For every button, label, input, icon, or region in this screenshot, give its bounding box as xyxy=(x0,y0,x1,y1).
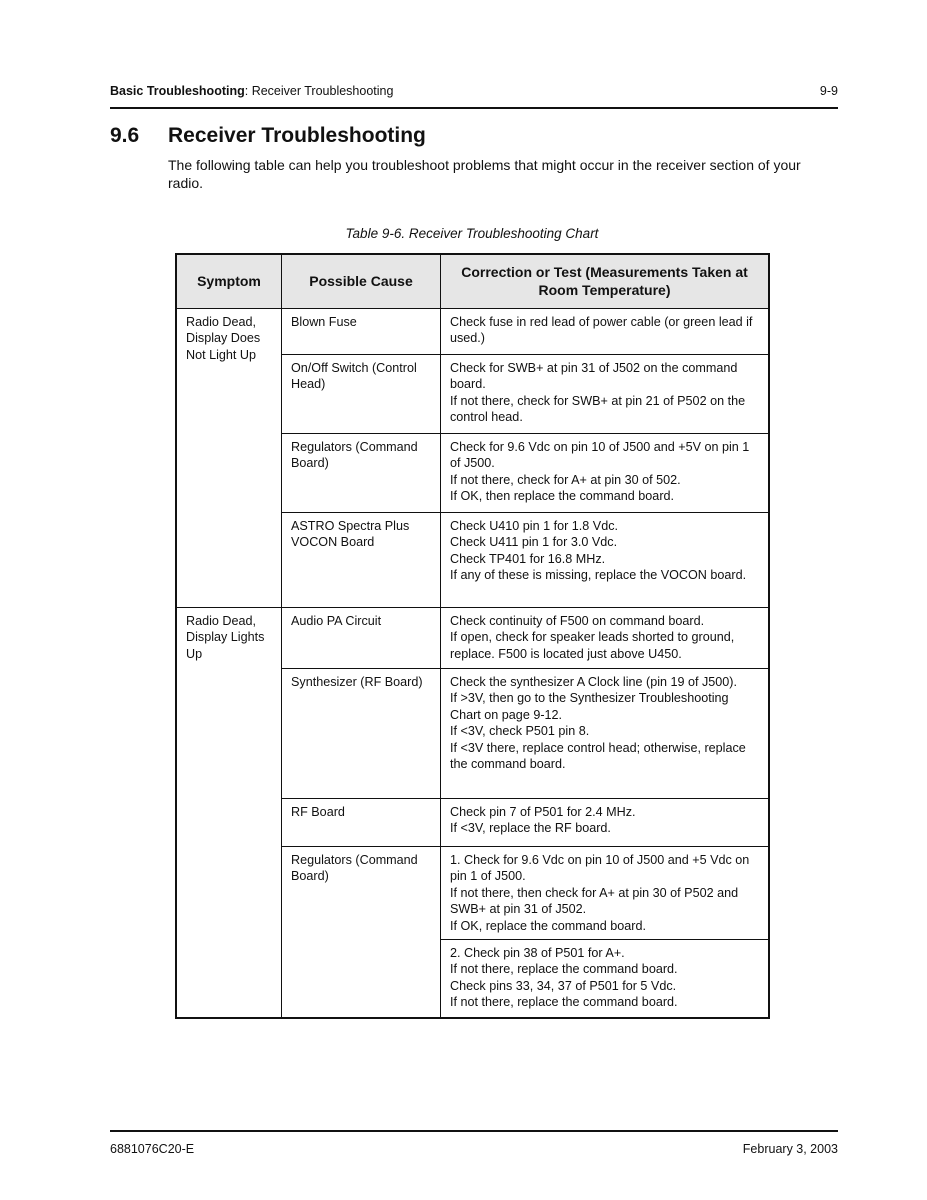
correction-cell: Check for SWB+ at pin 31 of J502 on the command board. If not there, check for SWB+ at pin 21 of P502 on the control head. xyxy=(441,354,770,433)
cause-cell: Regulators (Command Board) xyxy=(282,846,441,1018)
cause-cell: ASTRO Spectra Plus VOCON Board xyxy=(282,512,441,607)
table-row xyxy=(176,607,769,668)
running-header xyxy=(110,84,393,98)
section-intro: The following table can help you troubleshoot problems that might occur in the receiver section of your radio. xyxy=(168,157,801,191)
header-section: Basic Troubleshooting xyxy=(110,84,245,98)
section-title: Receiver Troubleshooting xyxy=(168,124,426,147)
header-rule xyxy=(110,107,838,109)
correction-cell: Check fuse in red lead of power cable (or green lead if used.) xyxy=(441,308,770,354)
column-header: Correction or Test (Measurements Taken at Room Temperature) xyxy=(441,254,770,308)
cause-cell: RF Board xyxy=(282,798,441,846)
footer-rule xyxy=(110,1130,838,1132)
publication-date: February 3, 2003 xyxy=(742,1142,838,1156)
troubleshooting-table xyxy=(175,253,770,1019)
cause-cell: Audio PA Circuit xyxy=(282,607,441,668)
table-caption: Table 9-6. Receiver Troubleshooting Chart xyxy=(345,226,599,241)
correction-cell: Check for 9.6 Vdc on pin 10 of J500 and +5V on pin 1 of J500. If not there, check for A+ at pin 30 of 502. If OK, then replace the command board. xyxy=(441,433,770,512)
correction-cell: 1. Check for 9.6 Vdc on pin 10 of J500 and +5 Vdc on pin 1 of J500. If not there, then check for A+ at pin 30 of P502 and SWB+ at pin 31 of J502. If OK, replace the command board. xyxy=(441,846,770,939)
cause-cell: Blown Fuse xyxy=(282,308,441,354)
correction-cell: Check pin 7 of P501 for 2.4 MHz. If <3V, replace the RF board. xyxy=(441,798,770,846)
cause-cell: On/Off Switch (Control Head) xyxy=(282,354,441,433)
header-subsection: : Receiver Troubleshooting xyxy=(244,84,394,98)
document-number: 6881076C20-E xyxy=(110,1142,195,1156)
cause-cell: Synthesizer (RF Board) xyxy=(282,668,441,798)
cause-cell: Regulators (Command Board) xyxy=(282,433,441,512)
correction-cell: 2. Check pin 38 of P501 for A+. If not there, replace the command board. Check pins 33, 34, 37 of P501 for 5 Vdc. If not there, replace the command board. xyxy=(441,939,770,1018)
column-header: Possible Cause xyxy=(282,254,441,308)
section-number: 9.6 xyxy=(110,124,140,147)
correction-cell: Check U410 pin 1 for 1.8 Vdc. Check U411 pin 1 for 3.0 Vdc. Check TP401 for 16.8 MHz. If any of these is missing, replace the VOCON board. xyxy=(441,512,770,607)
symptom-cell: Radio Dead, Display Lights Up xyxy=(176,607,282,1018)
table-row xyxy=(176,308,769,354)
column-header: Symptom xyxy=(176,254,282,308)
table-header-row xyxy=(176,254,769,308)
page-number: 9-9 xyxy=(819,84,838,98)
symptom-cell: Radio Dead, Display Does Not Light Up xyxy=(176,308,282,607)
correction-cell: Check continuity of F500 on command board. If open, check for speaker leads shorted to ground, replace. F500 is located just above U450. xyxy=(441,607,770,668)
correction-cell: Check the synthesizer A Clock line (pin 19 of J500). If >3V, then go to the Synthesizer Troubleshooting Chart on page 9-12. If <3V, check P501 pin 8. If <3V there, replace control head; otherwise, replace the command board. xyxy=(441,668,770,798)
